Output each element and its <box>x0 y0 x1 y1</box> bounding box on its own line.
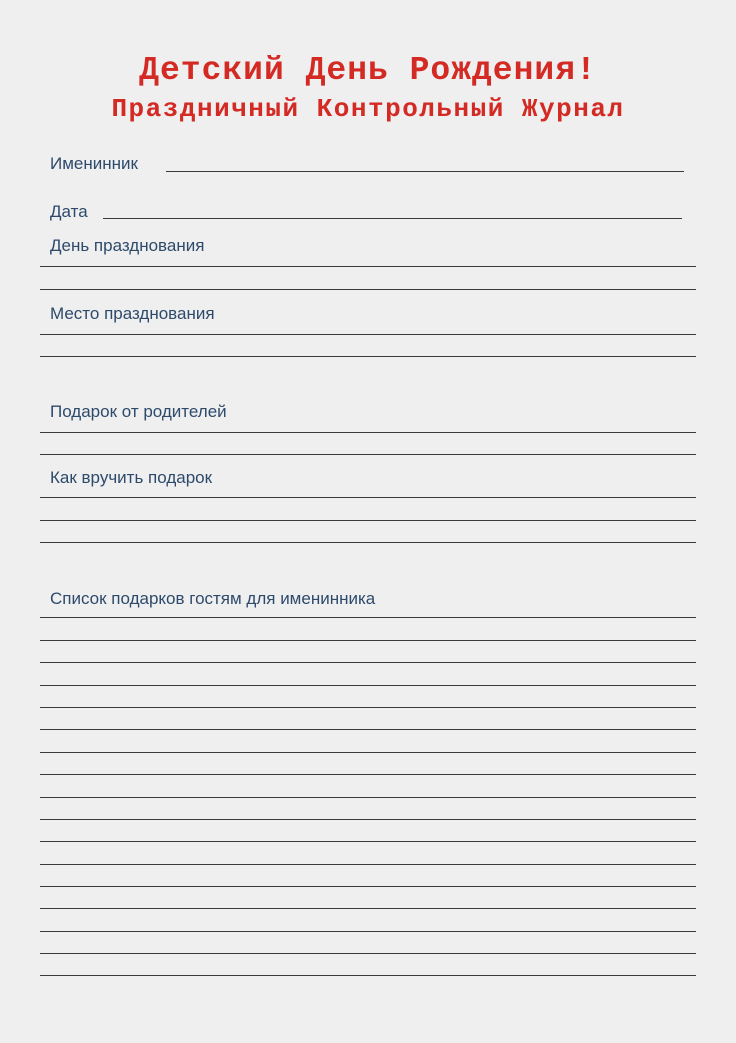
guest-gift-list-line[interactable] <box>40 662 696 663</box>
birthday-person-label: Именинник <box>50 154 138 173</box>
guest-gift-list-line[interactable] <box>40 841 696 842</box>
guest-gift-list-line[interactable] <box>40 797 696 798</box>
how-to-give-line-2[interactable] <box>40 520 696 521</box>
guest-gift-list-line[interactable] <box>40 864 696 865</box>
guest-gift-list-line[interactable] <box>40 640 696 641</box>
how-to-give-line-3[interactable] <box>40 542 696 543</box>
guest-gift-list-line[interactable] <box>40 707 696 708</box>
guest-gift-list-line[interactable] <box>40 931 696 932</box>
birthday-person-field[interactable] <box>166 171 684 172</box>
page-subtitle: Праздничный Контрольный Журнал <box>111 94 625 124</box>
guest-gift-list-line[interactable] <box>40 752 696 753</box>
guest-gift-list-line[interactable] <box>40 819 696 820</box>
page-title: Детский День Рождения! <box>139 52 597 89</box>
celebration-day-line-2[interactable] <box>40 289 696 290</box>
guest-gift-list-line[interactable] <box>40 729 696 730</box>
guest-gift-list-line[interactable] <box>40 774 696 775</box>
date-label: Дата <box>50 202 88 221</box>
parents-gift-label: Подарок от родителей <box>50 402 227 421</box>
guest-gift-list-label: Список подарков гостям для именинника <box>50 589 376 608</box>
celebration-place-line-1[interactable] <box>40 334 696 335</box>
how-to-give-label: Как вручить подарок <box>50 468 213 487</box>
guest-gift-list-line[interactable] <box>40 617 696 618</box>
celebration-place-label: Место празднования <box>50 304 215 323</box>
celebration-day-label: День празднования <box>50 236 205 255</box>
parents-gift-line-2[interactable] <box>40 454 696 455</box>
guest-gift-list-line[interactable] <box>40 908 696 909</box>
celebration-place-line-2[interactable] <box>40 356 696 357</box>
date-field[interactable] <box>103 218 682 219</box>
guest-gift-list-line[interactable] <box>40 975 696 976</box>
how-to-give-line-1[interactable] <box>40 497 696 498</box>
guest-gift-list-line[interactable] <box>40 953 696 954</box>
guest-gift-list-line[interactable] <box>40 685 696 686</box>
parents-gift-line-1[interactable] <box>40 432 696 433</box>
celebration-day-line-1[interactable] <box>40 266 696 267</box>
guest-gift-list-line[interactable] <box>40 886 696 887</box>
